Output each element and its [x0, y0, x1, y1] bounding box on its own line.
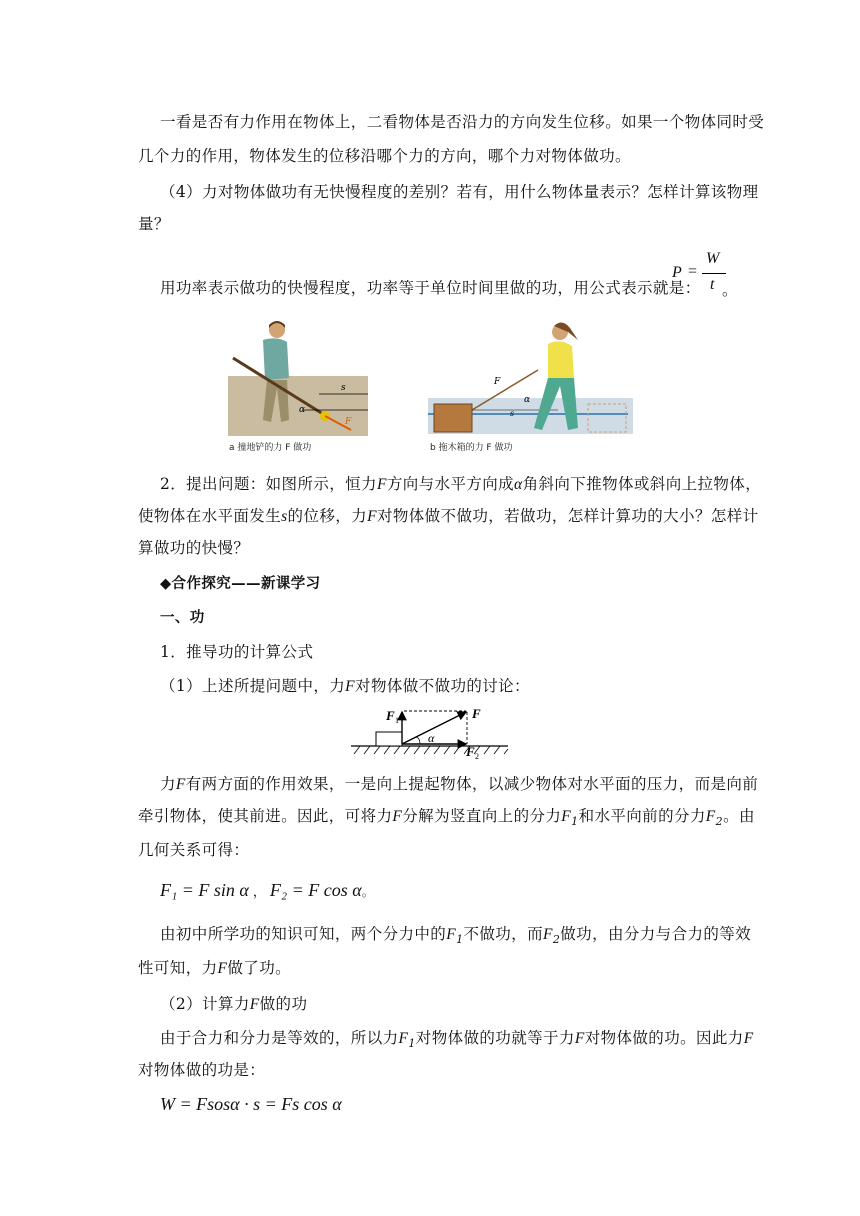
item-heading: （1）上述所提问题中，力F对物体做不做功的讨论： [160, 677, 530, 695]
label-F: F [494, 377, 501, 387]
formula-symbol: P [672, 264, 682, 281]
label-F: F [472, 706, 481, 721]
paragraph-line: 力F有两方面的作用效果，一是向上提起物体，以减少物体对水平面的压力，而是向前 [160, 775, 759, 793]
paragraph-line: 几个力的作用，物体发生的位移沿哪个力的方向，哪个力对物体做功。 [138, 147, 631, 165]
sub-heading: 一、功 [160, 610, 205, 626]
paragraph-line: 2．提出问题：如图所示，恒力F方向与水平方向成α角斜向下推物体或斜向上拉物体， [160, 475, 762, 493]
caption-a: a 撞地铲的力 F 做功 [229, 443, 312, 453]
label-F1: F [386, 708, 395, 723]
formula-symbol: = [688, 263, 698, 280]
paragraph-line: 几何关系可得： [138, 841, 250, 859]
paragraph-line: 对物体做的功是： [138, 1061, 266, 1079]
block [376, 732, 402, 746]
person-body [548, 341, 574, 378]
label-s: s [510, 409, 515, 418]
paragraph-line: 一看是否有力作用在物体上，二看物体是否沿力的方向发生位移。如果一个物体同时受 [160, 113, 765, 131]
paragraph-line: 由初中所学功的知识可知，两个分力中的$F_1$不做功，而$F_2$做功，由分力与合力的等效 [160, 925, 752, 946]
paragraph-line: 算做功的快慢？ [138, 539, 250, 557]
section-heading: ◆合作探究——新课学习 [160, 576, 321, 592]
angle-arc [416, 737, 420, 744]
formula-symbol: W [706, 250, 720, 267]
figure-b-crate [428, 318, 638, 458]
label-s: s [341, 383, 346, 393]
label-alpha: α [524, 395, 531, 405]
paragraph-line: 量？ [138, 215, 170, 233]
label-F2: F [466, 744, 475, 759]
paragraph-line: 性可知，力F做了功。 [138, 959, 291, 977]
paragraph-line: 使物体在水平面发生s的位移，力F对物体做不做功，若做功，怎样计算功的大小？怎样计 [138, 507, 759, 525]
fraction-bar [702, 273, 726, 274]
label-alpha: α [428, 731, 435, 745]
period: 。 [722, 281, 738, 299]
person-body [263, 338, 289, 380]
caption-b: b 拖木箱的力 F 做功 [430, 443, 513, 453]
formula-symbol: t [710, 276, 715, 293]
paragraph-line: 由于合力和分力是等效的，所以力$F_1$对物体做的功就等于力F对物体做的功。因此力F [160, 1029, 754, 1050]
label-F2-sub: 2 [475, 752, 479, 760]
force-diagram [346, 704, 516, 760]
item-heading: （2）计算力F做的功 [160, 995, 308, 1013]
label-F: F [345, 417, 352, 427]
power-formula [670, 250, 730, 298]
paragraph-line: 牵引物体，使其前进。因此，可将力F分解为竖直向上的分力$F_1$和水平向前的分力$F_2$。由 [138, 807, 755, 828]
formula-components: F₁ = F sin α ， F₂ = F cos α。 [160, 880, 374, 900]
paragraph-line: （4）力对物体做功有无快慢程度的差别？若有，用什么物体量表示？怎样计算该物理 [160, 183, 759, 201]
paragraph-line: 用功率表示做功的快慢程度，功率等于单位时间里做的功，用公式表示就是： [160, 279, 701, 297]
item-heading: 1．推导功的计算公式 [160, 643, 314, 661]
ground-hatching [354, 746, 508, 754]
label-alpha: α [299, 405, 306, 415]
label-F1-sub: 1 [395, 716, 399, 725]
formula-work: W = Fsosα · s = Fs cos α [160, 1094, 342, 1114]
figure-a-shovel [223, 318, 383, 458]
crate [434, 404, 472, 432]
